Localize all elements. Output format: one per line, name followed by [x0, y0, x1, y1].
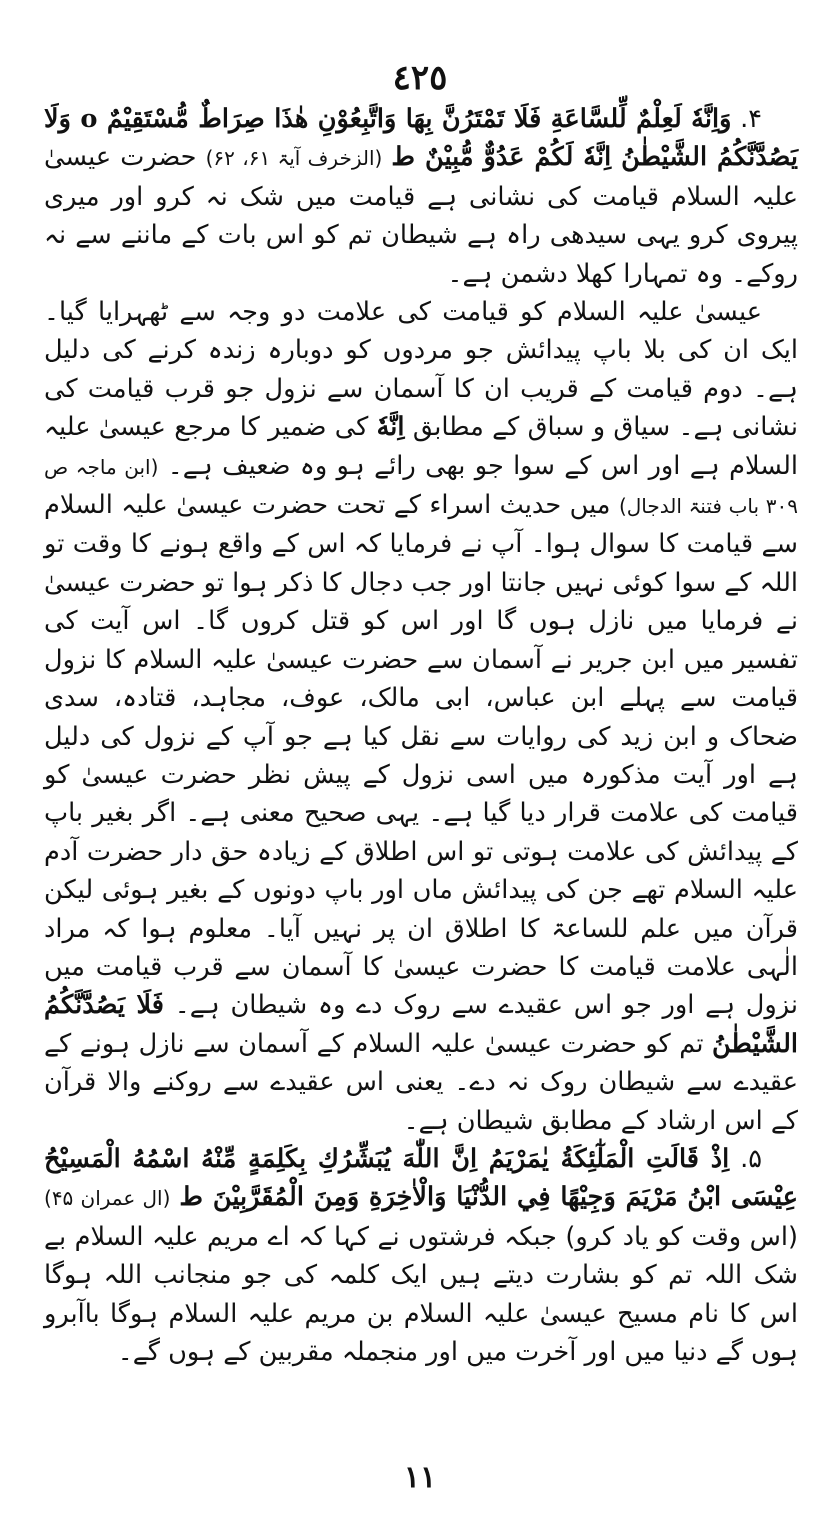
verse-reference: (ال عمران ۴۵) [44, 1186, 171, 1211]
commentary-text-a: عیسیٰ علیہ السلام کو قیامت کی علامت دو وجہ سے ٹھہرایا گیا۔ ایک ان کی بلا باپ پیدائش جو مردوں کو دوبارہ زندہ کرنے کی دلیل ہے۔ دوم قیامت کے قریب ان کا آسمان سے نزول جو قرب قیامت کی نشانی ہے۔ سیاق و سباق کے مطابق [44, 297, 799, 443]
commentary-text-c: میں حدیث اسراء کے تحت حضرت عیسیٰ علیہ السلام سے قیامت کا سوال ہوا۔ آپ نے فرمایا کہ اس کے واقع ہونے کا وقت تو اللہ کے سوا کوئی نہیں جانتا اور جب دجال کا ذکر ہوا تو حضرت عیسیٰ نے فرمایا میں نازل ہوں گا اور اس کو قتل کروں گا۔ اس آیت کی تفسیر میں ابن جریر نے آسمان سے حضرت عیسیٰ علیہ السلام کا نزول قیامت سے پہلے ابن عباس، ابی مالک، عوف، مجاہد، قتادہ، سدی ضحاک و ابن زید کی روایات سے نقل کیا ہے جو آپ کے نزول کی دلیل ہے اور آیت مذکورہ میں اسی نزول کے پیش نظر حضرت عیسیٰ کو قیامت کی علامت قرار دیا گیا ہے۔ یہی صحیح معنی ہے۔ اگر بغیر باپ کے پیدائش کی علامت ہوتی تو اس اطلاق کے زیادہ حق دار حضرت آدم علیہ السلام تھے جن کی پیدائش ماں اور باپ دونوں کے بغیر ہوئی لیکن قرآن میں علم للساعۃ کا اطلاق ان پر نہیں آیا۔ معلوم ہوا کہ مراد الٰہی علامت قیامت کا حضرت عیسیٰ کا آسمان سے قرب قیامت میں نزول ہے اور جو اس عقیدے سے روک دے وہ شیطان ہے۔ [44, 490, 798, 1021]
verse-number: ۵. [740, 1143, 762, 1174]
verse-translation: حضرت عیسیٰ علیہ السلام قیامت کی نشانی ہے قیامت میں شک نہ کرو اور میری پیروی کرو یہی سیدھی راہ ہے شیطان تم کو اس بات کے ماننے سے نہ روکے۔ وہ تمہارا کھلا دشمن ہے۔ [44, 142, 798, 289]
paragraph-commentary [44, 293, 798, 1140]
verse-number: ۴. [740, 104, 763, 134]
commentary-text-b: کی ضمیر کا مرجع عیسیٰ علیہ السلام ہے اور اس کے سوا جو بھی رائے ہو وہ ضعیف ہے۔ [44, 412, 798, 481]
paragraph-verse-4 [44, 100, 798, 293]
page-number-top: ٤٢٥ [392, 58, 448, 98]
quran-verse-arabic: وَاِنَّهٗ لَعِلْمٌ لِّلسَّاعَةِ فَلَا تَمْتَرُنَّ بِهَا وَاتَّبِعُوْنِ هٰذَا صِرَاطٌ مُّسْتَقِيْمٌ o وَلَا يَصُدَّنَّكُمُ الشَّيْطٰنُ اِنَّهٗ لَكُمْ عَدُوٌّ مُّبِيْنٌ ط [44, 104, 798, 173]
inline-quran-phrase: فَلَا يَصُدَّنَّكُمُ الشَّيْطٰنُ [44, 990, 798, 1059]
paragraph-verse-5 [44, 1140, 798, 1371]
verse-reference: (الزخرف آیۃ ۶۱، ۶۲) [205, 146, 383, 171]
inline-quran-word: اِنَّهٗ [376, 412, 405, 443]
quran-verse-arabic: اِذْ قَالَتِ الْمَلٰٓئِكَةُ يٰمَرْيَمُ اِنَّ اللّٰهَ يُبَشِّرُكِ بِكَلِمَةٍ مِّنْهُ اسْمُهُ الْمَسِيْحُ عِيْسَى ابْنُ مَرْيَمَ وَجِيْهًا فِي الدُّنْيَا وَالْاٰخِرَةِ وَمِنَ الْمُقَرَّبِيْنَ ط [44, 1143, 798, 1213]
commentary-text-d: تم کو حضرت عیسیٰ علیہ السلام کے آسمان سے نازل ہونے کے عقیدے سے شیطان روک نہ دے۔ یعنی اس عقیدے سے روکنے والا قرآن کے اس ارشاد کے مطابق شیطان ہے۔ [44, 1028, 798, 1136]
verse-translation: (اس وقت کو یاد کرو) جبکہ فرشتوں نے کہا کہ اے مریم علیہ السلام بے شک اللہ تم کو بشارت دیتے ہیں ایک کلمہ کی جو منجانب اللہ ہوگا اس کا نام مسیح عیسیٰ علیہ السلام بن مریم علیہ السلام ہوگا باآبرو ہوں گے دنیا میں اور آخرت میں اور منجملہ مقربین کے ہوں گے۔ [44, 1221, 798, 1367]
page-number-bottom: ١١ [403, 1460, 437, 1495]
hadith-reference: (ابن ماجہ ص ۳۰۹ باب فتنۃ الدجال) [44, 454, 798, 519]
document-body [44, 100, 798, 1371]
